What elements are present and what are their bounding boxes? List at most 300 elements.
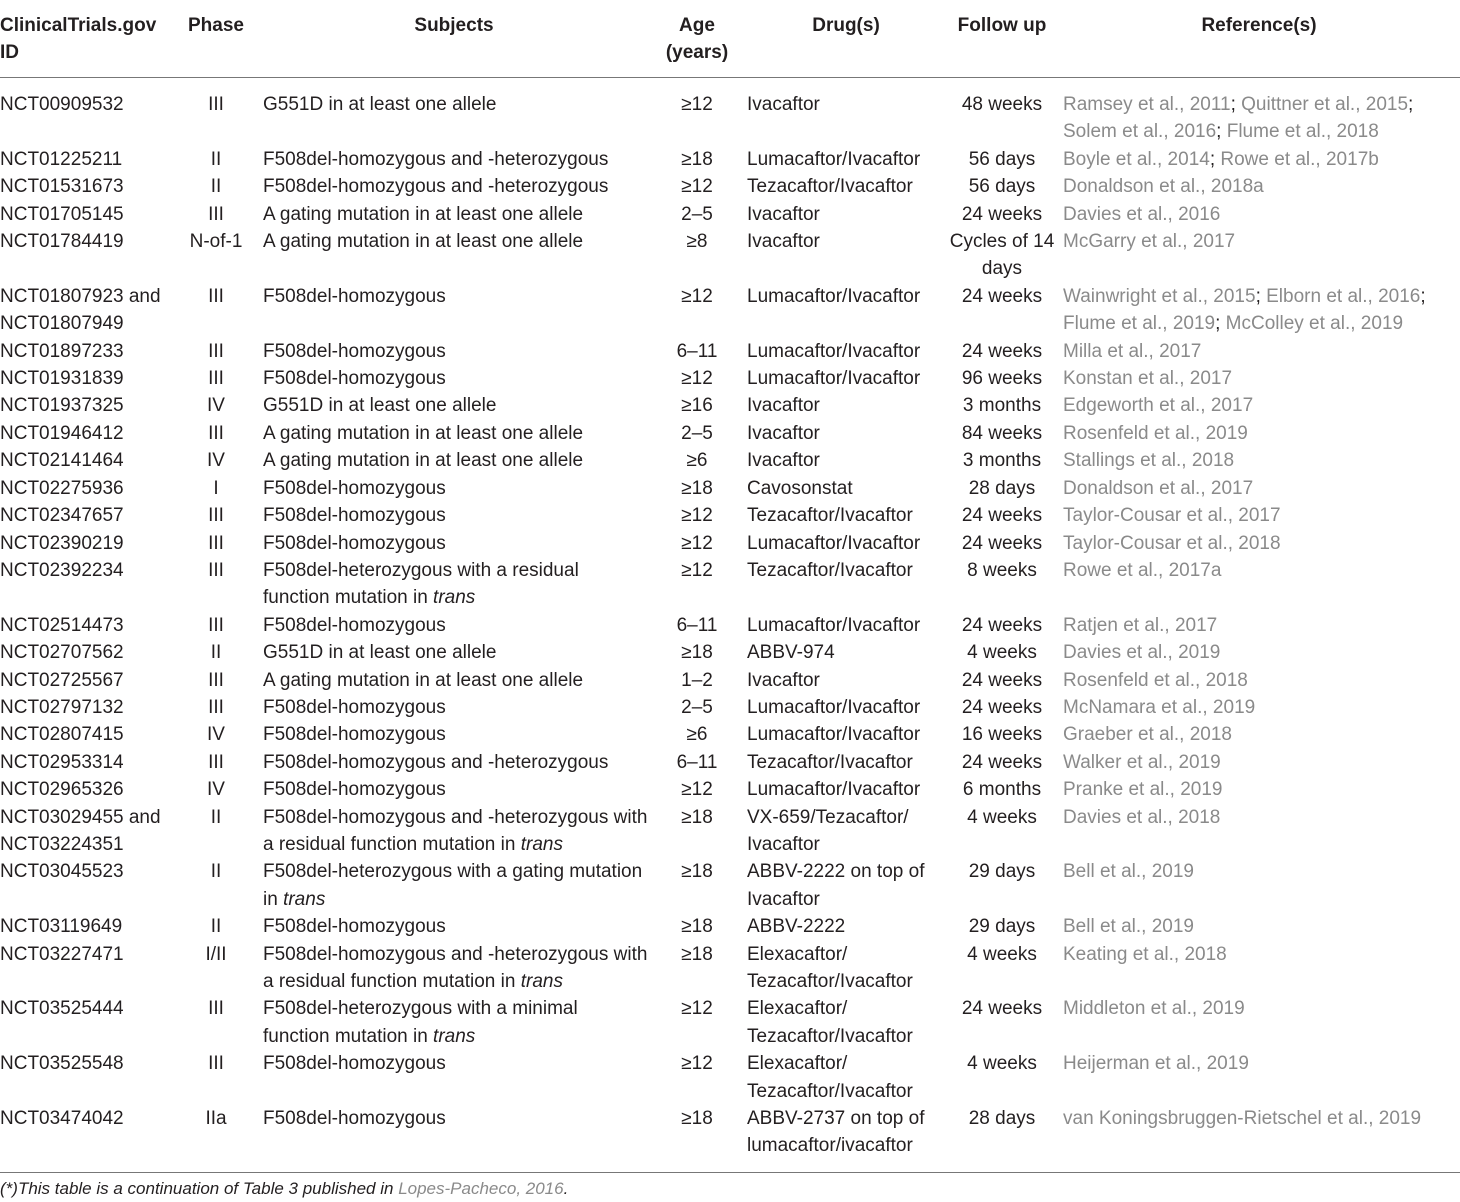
subjects-text: F508del-homozygous	[263, 532, 446, 554]
header-references: Reference(s)	[1058, 0, 1460, 78]
footnote-link[interactable]: Lopes-Pacheco, 2016	[398, 1179, 564, 1198]
cell-follow-up: 6 months	[962, 779, 1042, 801]
cell-references	[1058, 502, 1460, 529]
subjects-text: F508del-homozygous and -heterozygous	[263, 148, 609, 170]
cell-follow-up: 28 days	[946, 1105, 1058, 1172]
subjects-text: A gating mutation in at least one allele	[263, 203, 584, 225]
reference-link[interactable]: van Koningsbruggen-Rietschel et al., 2019	[1063, 1108, 1422, 1130]
cell-drugs: ABBV-2737 on top of lumacaftor/ivacaftor	[746, 1105, 946, 1172]
cell-subjects	[260, 338, 648, 365]
cell-references	[1058, 392, 1460, 419]
subjects-text: G551D in at least one allele	[263, 395, 497, 417]
cell-subjects	[260, 694, 648, 721]
cell-drugs: Cavosonstat	[747, 477, 853, 499]
subjects-text: F508del-homozygous	[263, 340, 446, 362]
cell-follow-up: 96 weeks	[961, 368, 1043, 390]
reference-link[interactable]: Bell et al., 2019	[1063, 916, 1194, 938]
table-row	[0, 228, 1460, 283]
cell-follow-up: Cycles of 14 days	[949, 231, 1055, 280]
subjects-text: F508del-heterozygous with a minimal function mutation in	[263, 998, 578, 1047]
cell-subjects	[260, 173, 648, 200]
subjects-text: A gating mutation in at least one allele	[263, 231, 584, 253]
reference-link[interactable]: Bell et al., 2019	[1063, 861, 1194, 883]
reference-link[interactable]: Taylor-Cousar et al., 2018	[1063, 532, 1281, 554]
reference-link[interactable]: Donaldson et al., 2017	[1063, 477, 1254, 499]
cell-id: NCT00909532	[0, 94, 124, 115]
cell-subjects	[260, 392, 648, 419]
cell-drugs: Tezacaftor/Ivacaftor	[747, 176, 913, 198]
cell-id: NCT02807415	[0, 724, 124, 746]
cell-age: ≥12	[681, 368, 713, 390]
cell-age: 2–5	[681, 696, 713, 718]
subjects-text: F508del-heterozygous with a gating mutation in	[263, 861, 643, 910]
cell-subjects	[260, 721, 648, 748]
cell-id: NCT03029455 and NCT03224351	[0, 806, 161, 855]
cell-age: ≥18	[648, 1105, 746, 1172]
cell-references	[1058, 913, 1460, 940]
cell-references	[1058, 1105, 1460, 1172]
cell-id: NCT02347657	[0, 505, 124, 527]
cell-id: NCT03474042	[0, 1105, 172, 1172]
cell-phase: III	[208, 505, 224, 527]
cell-subjects	[260, 228, 648, 283]
cell-phase: III	[208, 751, 224, 773]
cell-drugs: Tezacaftor/Ivacaftor	[747, 559, 913, 581]
cell-subjects	[260, 776, 648, 803]
cell-id: NCT02965326	[0, 779, 124, 801]
cell-phase: III	[208, 614, 224, 636]
cell-phase: III	[208, 532, 224, 554]
cell-drugs: Elexacaftor/ Tezacaftor/Ivacaftor	[747, 1053, 913, 1102]
cell-subjects	[260, 447, 648, 474]
cell-follow-up: 4 weeks	[967, 1053, 1037, 1075]
header-subjects: Subjects	[260, 0, 648, 78]
cell-subjects	[260, 475, 648, 502]
cell-drugs: Ivacaftor	[747, 669, 820, 691]
cell-follow-up: 3 months	[962, 450, 1042, 472]
reference-link[interactable]: Graeber et al., 2018	[1063, 724, 1232, 746]
cell-references	[1058, 201, 1460, 228]
cell-phase: III	[208, 559, 224, 581]
cell-follow-up: 3 months	[962, 395, 1042, 417]
cell-age: 2–5	[681, 203, 713, 225]
table-row	[0, 557, 1460, 612]
cell-drugs: Tezacaftor/Ivacaftor	[747, 505, 913, 527]
cell-references	[1058, 995, 1460, 1050]
cell-drugs: Lumacaftor/Ivacaftor	[747, 724, 921, 746]
cell-age: ≥18	[681, 148, 713, 170]
subjects-text: F508del-homozygous and -heterozygous	[263, 751, 609, 773]
table-row	[0, 173, 1460, 200]
reference-link[interactable]: Donaldson et al., 2018a	[1063, 176, 1264, 198]
cell-age: ≥12	[681, 532, 713, 554]
cell-subjects	[260, 639, 648, 666]
cell-references	[1058, 694, 1460, 721]
cell-age: ≥12	[681, 176, 713, 198]
reference-link[interactable]: Walker et al., 2019	[1063, 751, 1221, 773]
cell-follow-up: 24 weeks	[961, 532, 1043, 554]
cell-age: ≥18	[681, 916, 713, 938]
table-row	[0, 338, 1460, 365]
subjects-text: F508del-homozygous and -heterozygous with a residual function mutation in	[263, 943, 648, 992]
subjects-text: F508del-homozygous	[263, 368, 446, 390]
subjects-text: A gating mutation in at least one allele	[263, 450, 584, 472]
table-footnote	[0, 1179, 568, 1199]
cell-id: NCT02797132	[0, 696, 124, 718]
table-row	[0, 365, 1460, 392]
cell-id: NCT02707562	[0, 642, 124, 664]
cell-follow-up: 24 weeks	[961, 203, 1043, 225]
subjects-text: A gating mutation in at least one allele	[263, 669, 584, 691]
table-row	[0, 776, 1460, 803]
cell-age: ≥12	[681, 505, 713, 527]
cell-references	[1058, 365, 1460, 392]
cell-age: 6–11	[676, 751, 718, 773]
header-age: Age (years)	[648, 0, 746, 78]
cell-drugs: Lumacaftor/Ivacaftor	[747, 340, 921, 362]
cell-subjects	[260, 146, 648, 173]
cell-subjects	[260, 913, 648, 940]
cell-phase: II	[210, 916, 222, 938]
cell-phase: III	[208, 1053, 224, 1075]
cell-id: NCT01784419	[0, 231, 124, 253]
header-follow-up: Follow up	[946, 0, 1058, 78]
reference-link[interactable]: Rosenfeld et al., 2019	[1063, 422, 1248, 444]
cell-references: Wainwright et al., 2015; Elborn et al., 2016; Flume et al., 2019; McColley et al., 2019	[1063, 285, 1426, 335]
cell-follow-up: 16 weeks	[961, 724, 1043, 746]
cell-phase: I	[213, 477, 219, 499]
table-row	[0, 941, 1460, 996]
cell-subjects	[260, 858, 648, 913]
cell-age: ≥18	[681, 477, 713, 499]
reference-link[interactable]: McGarry et al., 2017	[1063, 231, 1236, 253]
reference-link[interactable]: Konstan et al., 2017	[1063, 368, 1233, 390]
cell-age: 1–2	[681, 669, 713, 691]
cell-drugs: Elexacaftor/ Tezacaftor/Ivacaftor	[747, 998, 913, 1047]
cell-subjects	[260, 749, 648, 776]
table-row	[0, 420, 1460, 447]
cell-follow-up: 24 weeks	[961, 751, 1043, 773]
cell-subjects	[260, 201, 648, 228]
table-row	[0, 1050, 1460, 1105]
cell-follow-up: 24 weeks	[961, 614, 1043, 636]
subjects-text: F508del-homozygous	[263, 505, 446, 527]
cell-age: 6–11	[676, 614, 718, 636]
cell-id: NCT01931839	[0, 368, 124, 390]
header-phase: Phase	[172, 0, 260, 78]
cell-follow-up: 28 days	[968, 477, 1036, 499]
cell-references	[1058, 338, 1460, 365]
footnote-suffix: .	[563, 1179, 569, 1198]
subjects-text: F508del-homozygous	[263, 285, 446, 307]
header-drugs: Drug(s)	[746, 0, 946, 78]
reference-link[interactable]: Heijerman et al., 2019	[1063, 1053, 1249, 1075]
cell-references	[1058, 530, 1460, 557]
subjects-text: F508del-homozygous	[263, 779, 446, 801]
cell-phase: III	[208, 203, 224, 225]
table-header	[0, 0, 1460, 78]
cell-drugs: Ivacaftor	[747, 94, 820, 115]
cell-age: ≥18	[681, 861, 713, 883]
cell-phase: II	[210, 176, 222, 198]
cell-subjects	[260, 667, 648, 694]
cell-id: NCT03119649	[0, 916, 123, 938]
cell-follow-up: 4 weeks	[967, 943, 1037, 965]
reference-link[interactable]: Boyle et al., 2014	[1063, 148, 1210, 170]
cell-drugs: Ivacaftor	[747, 203, 820, 225]
reference-link[interactable]: Rosenfeld et al., 2018	[1063, 669, 1248, 691]
cell-follow-up: 48 weeks	[961, 94, 1043, 115]
subjects-text: G551D in at least one allele	[263, 642, 497, 664]
cell-references	[1058, 941, 1460, 996]
cell-references	[1058, 804, 1460, 859]
cell-phase: II	[210, 642, 222, 664]
cell-age: 2–5	[681, 422, 713, 444]
cell-age: ≥6	[686, 450, 708, 472]
cell-references	[1058, 639, 1460, 666]
cell-references	[1058, 858, 1460, 913]
cell-drugs: Lumacaftor/Ivacaftor	[747, 148, 921, 170]
cell-drugs: ABBV-2222	[747, 916, 846, 938]
cell-follow-up: 56 days	[968, 176, 1036, 198]
reference-link[interactable]: Ramsey et al., 2011	[1063, 94, 1231, 115]
cell-subjects	[260, 1105, 648, 1172]
cell-drugs: Lumacaftor/Ivacaftor	[747, 285, 921, 307]
cell-references	[1058, 749, 1460, 776]
cell-phase: IIa	[172, 1105, 260, 1172]
cell-id: NCT01897233	[0, 340, 124, 362]
cell-age: 6–11	[676, 340, 718, 362]
cell-age: ≥16	[681, 395, 713, 417]
table-row	[0, 721, 1460, 748]
cell-id: NCT02725567	[0, 669, 124, 691]
table-row	[0, 78, 1460, 146]
reference-link[interactable]: Wainwright et al., 2015	[1063, 285, 1256, 307]
cell-age: ≥18	[681, 642, 713, 664]
cell-age: ≥12	[681, 285, 713, 307]
cell-phase: III	[208, 669, 224, 691]
reference-link[interactable]: Ratjen et al., 2017	[1063, 614, 1218, 636]
cell-follow-up: 24 weeks	[961, 998, 1043, 1020]
cell-age: ≥12	[681, 779, 713, 801]
subjects-text: F508del-homozygous and -heterozygous	[263, 176, 609, 198]
table-row	[0, 858, 1460, 913]
cell-subjects	[260, 995, 648, 1050]
cell-id: NCT01225211	[0, 148, 123, 170]
table-row	[0, 475, 1460, 502]
cell-id: NCT01937325	[0, 395, 124, 417]
cell-drugs: Ivacaftor	[747, 450, 820, 472]
subjects-text: F508del-homozygous	[263, 614, 446, 636]
cell-follow-up: 4 weeks	[967, 642, 1037, 664]
subjects-text: F508del-homozygous	[263, 477, 446, 499]
subjects-text: F508del-heterozygous with a residual function mutation in	[263, 559, 579, 609]
table-row	[0, 447, 1460, 474]
cell-follow-up: 56 days	[968, 148, 1036, 170]
cell-phase: IV	[207, 450, 225, 472]
reference-link[interactable]: Taylor-Cousar et al., 2017	[1063, 505, 1281, 527]
table-row	[0, 694, 1460, 721]
reference-link[interactable]: Flume et al., 2019	[1063, 313, 1216, 335]
table-row	[0, 913, 1460, 940]
cell-id: NCT03525548	[0, 1053, 124, 1075]
table-row	[0, 804, 1460, 859]
cell-references	[1058, 173, 1460, 200]
cell-drugs: Tezacaftor/Ivacaftor	[747, 751, 913, 773]
cell-follow-up: 24 weeks	[961, 669, 1043, 691]
cell-follow-up: 29 days	[968, 916, 1036, 938]
cell-id: NCT01946412	[0, 422, 124, 444]
cell-age: ≥12	[681, 94, 713, 115]
cell-follow-up: 24 weeks	[961, 696, 1043, 718]
cell-phase: III	[208, 94, 224, 115]
cell-subjects	[260, 78, 648, 146]
cell-drugs: Elexacaftor/ Tezacaftor/Ivacaftor	[747, 943, 913, 992]
cell-drugs: Ivacaftor	[747, 395, 820, 417]
reference-link[interactable]: Quittner et al., 2015	[1241, 94, 1409, 115]
cell-id: NCT02390219	[0, 532, 124, 554]
subjects-text: F508del-homozygous	[263, 916, 446, 938]
table-row	[0, 201, 1460, 228]
cell-references	[1058, 721, 1460, 748]
cell-age: ≥8	[686, 231, 708, 253]
table-row	[0, 639, 1460, 666]
subjects-text: F508del-homozygous	[263, 696, 446, 718]
reference-link[interactable]: Elborn et al., 2016	[1266, 285, 1421, 307]
reference-link[interactable]: Flume et al., 2018	[1226, 121, 1379, 143]
subjects-emphasis: trans	[520, 833, 563, 855]
reference-link[interactable]: Keating et al., 2018	[1063, 943, 1227, 965]
cell-age: ≥6	[686, 724, 708, 746]
subjects-emphasis: trans	[520, 971, 563, 992]
cell-subjects	[260, 1050, 648, 1105]
cell-drugs: Lumacaftor/Ivacaftor	[747, 368, 921, 390]
cell-id: NCT03525444	[0, 998, 124, 1020]
cell-age: ≥12	[681, 1053, 713, 1075]
cell-follow-up: 29 days	[968, 861, 1036, 883]
footnote-text: (*)This table is a continuation of Table 3 published in	[0, 1179, 394, 1198]
cell-phase: III	[208, 285, 224, 307]
cell-drugs: Lumacaftor/Ivacaftor	[747, 532, 921, 554]
cell-references	[1058, 447, 1460, 474]
cell-id: NCT01807923 and NCT01807949	[0, 285, 161, 335]
table-row	[0, 146, 1460, 173]
reference-link[interactable]: Rowe et al., 2017b	[1220, 148, 1379, 170]
reference-link[interactable]: Davies et al., 2016	[1063, 203, 1221, 225]
cell-follow-up: 8 weeks	[967, 559, 1037, 581]
header-id: ClinicalTrials.gov ID	[0, 0, 172, 78]
cell-age: ≥12	[681, 998, 713, 1020]
table-row	[0, 612, 1460, 639]
cell-age: ≥18	[681, 943, 713, 965]
cell-phase: II	[210, 861, 222, 883]
cell-subjects	[260, 420, 648, 447]
subjects-emphasis: trans	[433, 587, 476, 609]
cell-phase: III	[208, 422, 224, 444]
reference-link[interactable]: Stallings et al., 2018	[1063, 450, 1235, 472]
cell-drugs: Ivacaftor	[747, 231, 820, 253]
cell-phase: II	[210, 148, 222, 170]
reference-link[interactable]: Solem et al., 2016	[1063, 121, 1217, 143]
subjects-text: F508del-homozygous and -heterozygous with a residual function mutation in	[263, 806, 648, 855]
table-row	[0, 749, 1460, 776]
table-row	[0, 1105, 1460, 1172]
cell-id: NCT02275936	[0, 477, 124, 499]
cell-references	[1058, 667, 1460, 694]
cell-references: Ramsey et al., 2011; Quittner et al., 2015; Solem et al., 2016; Flume et al., 2018	[1063, 94, 1414, 143]
cell-references	[1058, 557, 1460, 612]
cell-subjects	[260, 557, 648, 612]
cell-follow-up: 24 weeks	[961, 285, 1043, 307]
cell-subjects	[260, 502, 648, 529]
cell-follow-up: 24 weeks	[961, 505, 1043, 527]
subjects-text: F508del-homozygous	[263, 1053, 446, 1075]
cell-phase: N-of-1	[189, 231, 243, 253]
cell-references: Boyle et al., 2014; Rowe et al., 2017b	[1063, 148, 1379, 170]
cell-age: ≥18	[681, 806, 713, 828]
cell-drugs: Lumacaftor/Ivacaftor	[747, 696, 921, 718]
cell-subjects	[260, 365, 648, 392]
cell-references	[1058, 475, 1460, 502]
cell-references	[1058, 612, 1460, 639]
reference-link[interactable]: Davies et al., 2019	[1063, 642, 1221, 664]
cell-drugs: VX-659/Tezacaftor/ Ivacaftor	[747, 806, 909, 855]
cell-drugs: Lumacaftor/Ivacaftor	[747, 614, 921, 636]
cell-id: NCT03227471	[0, 943, 124, 965]
table-body	[0, 78, 1460, 1173]
cell-subjects	[260, 283, 648, 338]
cell-id: NCT02514473	[0, 614, 124, 636]
cell-phase: I/II	[205, 943, 227, 965]
table-row	[0, 995, 1460, 1050]
cell-follow-up: 4 weeks	[967, 806, 1037, 828]
cell-drugs: ABBV-974	[747, 642, 835, 664]
cell-references	[1058, 776, 1460, 803]
cell-phase: IV	[207, 779, 225, 801]
cell-follow-up: 84 weeks	[961, 422, 1043, 444]
cell-follow-up: 24 weeks	[961, 340, 1043, 362]
cell-phase: III	[208, 340, 224, 362]
cell-references	[1058, 228, 1460, 283]
table-row	[0, 283, 1460, 338]
reference-link[interactable]: McColley et al., 2019	[1225, 313, 1404, 335]
cell-references	[1058, 1050, 1460, 1105]
cell-id: NCT02392234	[0, 559, 124, 581]
reference-link[interactable]: Rowe et al., 2017a	[1063, 559, 1222, 581]
table-row	[0, 667, 1460, 694]
subjects-emphasis: trans	[283, 888, 326, 910]
cell-id: NCT02953314	[0, 751, 124, 773]
reference-link[interactable]: Pranke et al., 2019	[1063, 779, 1223, 801]
table-row	[0, 502, 1460, 529]
cell-subjects	[260, 804, 648, 859]
reference-link[interactable]: Davies et al., 2018	[1063, 806, 1221, 828]
cell-drugs: Ivacaftor	[747, 422, 820, 444]
cell-drugs: ABBV-2222 on top of Ivacaftor	[747, 861, 925, 910]
reference-link[interactable]: Edgeworth et al., 2017	[1063, 395, 1254, 417]
reference-link[interactable]: Middleton et al., 2019	[1063, 998, 1245, 1020]
subjects-text: F508del-homozygous	[263, 724, 446, 746]
subjects-text: G551D in at least one allele	[263, 94, 497, 115]
reference-link[interactable]: Milla et al., 2017	[1063, 340, 1202, 362]
cell-references	[1058, 420, 1460, 447]
cell-phase: II	[210, 806, 222, 828]
subjects-text: F508del-homozygous	[263, 1108, 446, 1130]
cell-drugs: Lumacaftor/Ivacaftor	[747, 779, 921, 801]
reference-link[interactable]: McNamara et al., 2019	[1063, 696, 1256, 718]
cell-id: NCT03045523	[0, 861, 124, 883]
subjects-text: A gating mutation in at least one allele	[263, 422, 584, 444]
